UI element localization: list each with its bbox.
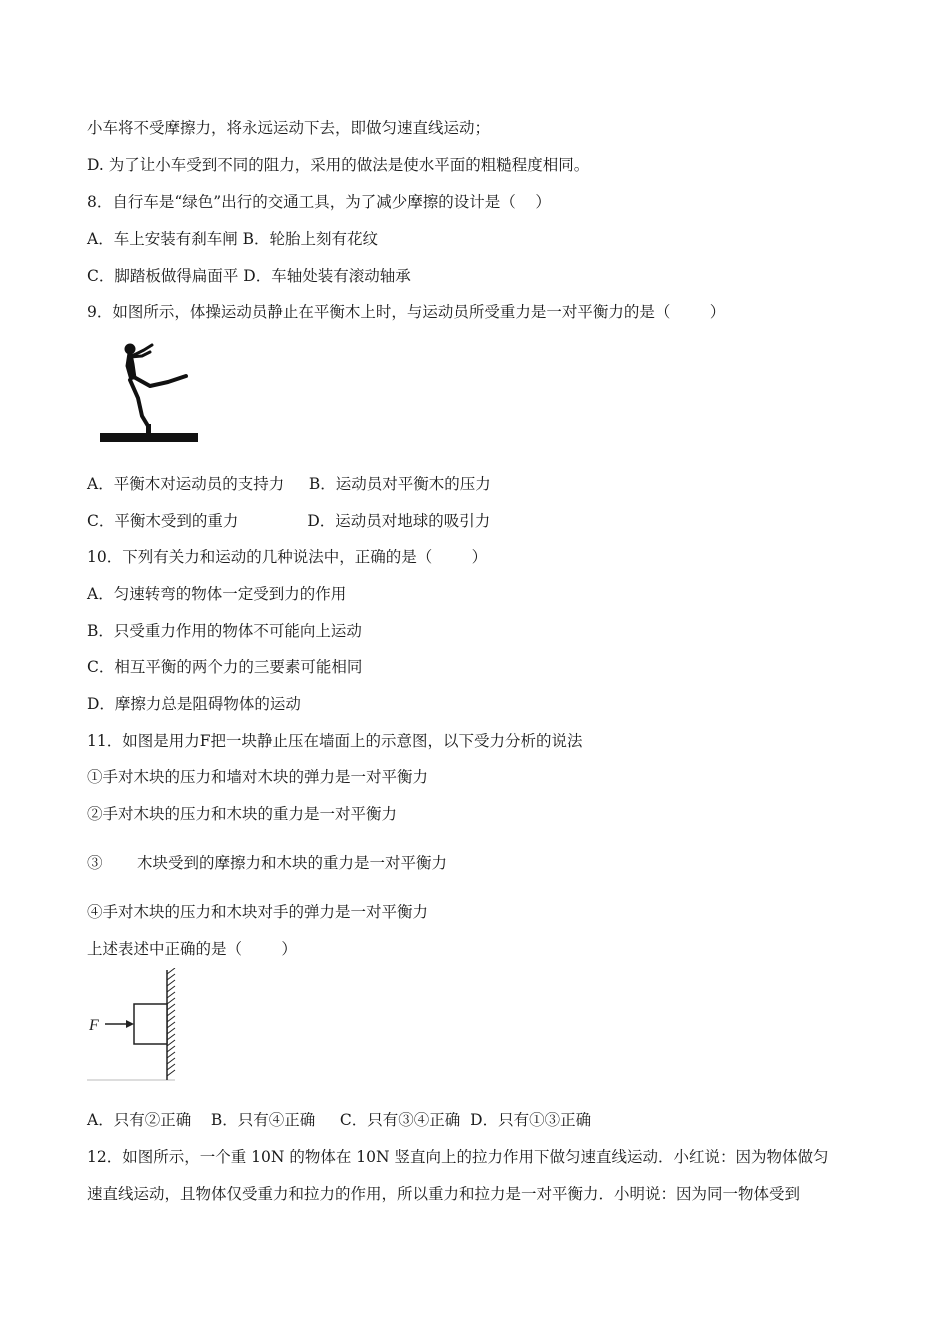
question-11-statement-1: ①手对木块的压力和墙对木块的弹力是一对平衡力: [87, 768, 429, 786]
question-11-statement-4: ④手对木块的压力和木块对手的弹力是一对平衡力: [87, 903, 429, 921]
option-d: D. 为了让小车受到不同的阻力，采用的做法是使水平面的粗糙程度相同。: [87, 156, 590, 174]
question-12-line-2: 速直线运动，且物体仅受重力和拉力的作用，所以重力和拉力是一对平衡力．小明说：因为同一物体受到: [87, 1185, 801, 1203]
question-10: 10．下列有关力和运动的几种说法中，正确的是（ ）: [87, 548, 488, 566]
block-on-wall-figure: [85, 968, 180, 1083]
question-10-option-c: C．相互平衡的两个力的三要素可能相同: [87, 658, 363, 676]
force-label: F: [89, 1017, 99, 1034]
question-11-stem: 上述表述中正确的是（ ）: [87, 940, 297, 958]
text-line: 小车将不受摩擦力，将永远运动下去，即做匀速直线运动；: [87, 119, 491, 137]
question-8: 8．自行车是“绿色”出行的交通工具，为了减少摩擦的设计是（ ）: [87, 193, 551, 211]
question-9: 9．如图所示，体操运动员静止在平衡木上时，与运动员所受重力是一对平衡力的是（ ）: [87, 303, 726, 321]
question-9-options-ab: A．平衡木对运动员的支持力 B．运动员对平衡木的压力: [87, 475, 491, 493]
question-11: 11．如图是用力F把一块静止压在墙面上的示意图，以下受力分析的说法: [87, 732, 583, 750]
gymnast-balance-beam-figure: [90, 336, 205, 448]
question-11-statement-2: ②手对木块的压力和木块的重力是一对平衡力: [87, 805, 398, 823]
question-10-option-b: B．只受重力作用的物体不可能向上运动: [87, 622, 362, 640]
question-9-options-cd: C．平衡木受到的重力 D．运动员对地球的吸引力: [87, 512, 491, 530]
question-11-options: A．只有②正确 B．只有④正确 C．只有③④正确 D．只有①③正确: [87, 1111, 592, 1129]
question-12-line-1: 12．如图所示，一个重 10N 的物体在 10N 竖直向上的拉力作用下做匀速直线运动．小红说：因为物体做匀: [87, 1148, 829, 1166]
question-11-statement-3: ③ 木块受到的摩擦力和木块的重力是一对平衡力: [87, 854, 447, 872]
question-8-options-cd: C．脚踏板做得扁面平 D．车轴处装有滚动轴承: [87, 267, 411, 285]
question-10-option-d: D．摩擦力总是阻碍物体的运动: [87, 695, 301, 713]
question-8-options-ab: A．车上安装有刹车闸 B．轮胎上刻有花纹: [87, 230, 379, 248]
question-10-option-a: A．匀速转弯的物体一定受到力的作用: [87, 585, 347, 603]
